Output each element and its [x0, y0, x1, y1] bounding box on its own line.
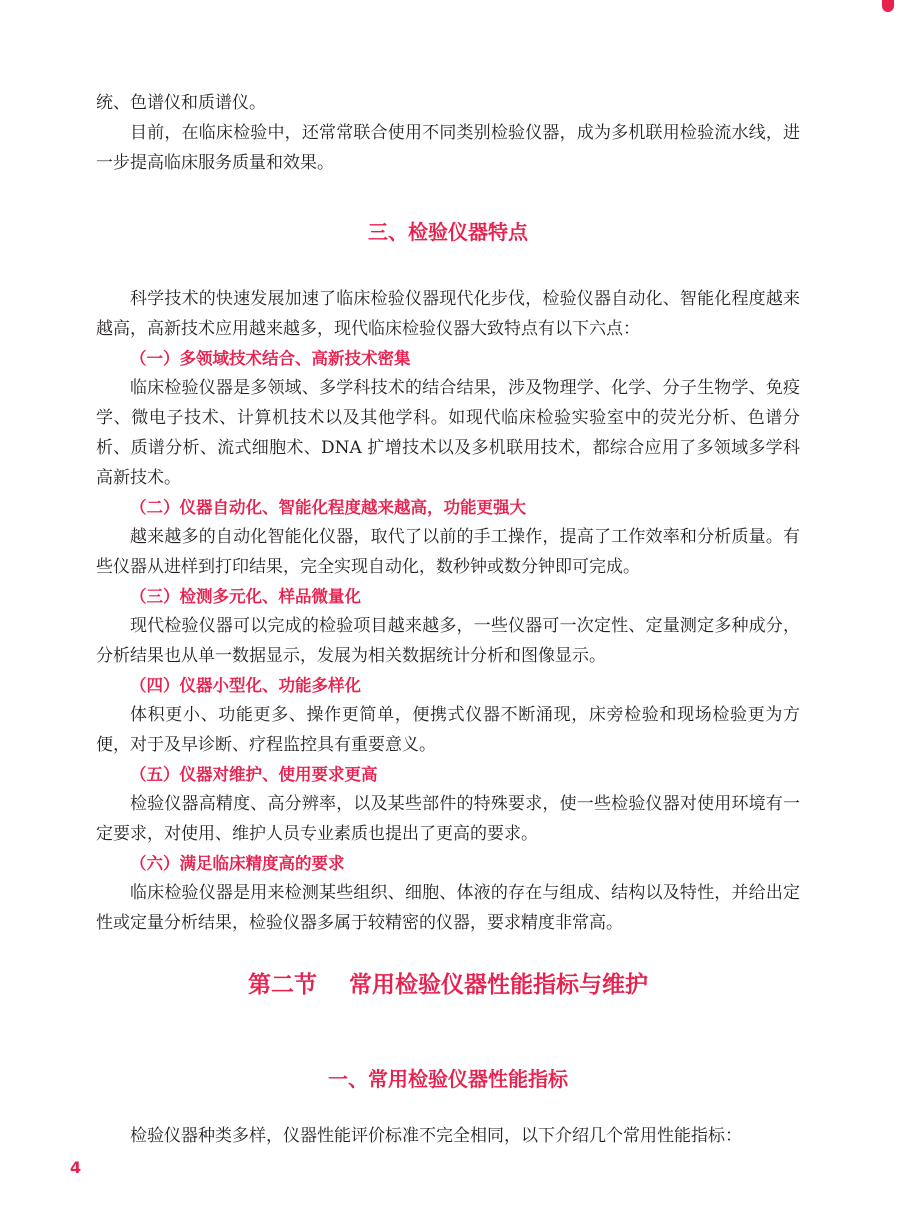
paragraph: 检验仪器高精度、高分辨率，以及某些部件的特殊要求，使一些检验仪器对使用环境有一定要求，对使用、维护人员专业素质也提出了更高的要求。 [96, 794, 800, 844]
paragraph: 临床检验仪器是用来检测某些组织、细胞、体液的存在与组成、结构以及特性，并给出定性或定量分析结果，检验仪器多属于较精密的仪器，要求精度非常高。 [96, 883, 800, 933]
chapter-heading: 第二节 常用检验仪器性能指标与维护 [247, 972, 649, 998]
paragraph: 目前，在临床检验中，还常常联合使用不同类别检验仪器，成为多机联用检验流水线，进一步提高临床服务质量和效果。 [96, 123, 800, 173]
paragraph: 统、色谱仪和质谱仪。 [96, 93, 266, 113]
section-heading: 一、常用检验仪器性能指标 [328, 1067, 568, 1091]
paragraph: 科学技术的快速发展加速了临床检验仪器现代化步伐，检验仪器自动化、智能化程度越来越高，高新技术应用越来越多，现代临床检验仪器大致特点有以下六点： [96, 289, 800, 339]
subsection-heading: （六）满足临床精度高的要求 [130, 854, 345, 873]
subsection-heading: （三）检测多元化、样品微量化 [130, 587, 361, 606]
paragraph: 检验仪器种类多样，仪器性能评价标准不完全相同，以下介绍几个常用性能指标： [130, 1126, 742, 1146]
paragraph: 临床检验仪器是多领域、多学科技术的结合结果，涉及物理学、化学、分子生物学、免疫学、微电子技术、计算机技术以及其他学科。如现代临床检验实验室中的荧光分析、色谱分析、质谱分析、流式细胞术、DNA 扩增技术以及多机联用技术，都综合应用了多领域多学科高新技术。 [96, 378, 800, 488]
paragraph: 体积更小、功能更多、操作更简单，便携式仪器不断涌现，床旁检验和现场检验更为方便，对于及早诊断、疗程监控具有重要意义。 [96, 705, 800, 755]
subsection-heading: （五）仪器对维护、使用要求更高 [130, 765, 378, 784]
section-heading: 三、检验仪器特点 [368, 220, 528, 244]
page-corner-mark [882, 0, 894, 12]
paragraph: 越来越多的自动化智能化仪器，取代了以前的手工操作，提高了工作效率和分析质量。有些仪器从进样到打印结果，完全实现自动化，数秒钟或数分钟即可完成。 [96, 527, 800, 577]
paragraph: 现代检验仪器可以完成的检验项目越来越多，一些仪器可一次定性、定量测定多种成分，分析结果也从单一数据显示，发展为相关数据统计分析和图像显示。 [96, 616, 800, 666]
subsection-heading: （一）多领域技术结合、高新技术密集 [130, 349, 411, 368]
page-content [96, 88, 800, 1151]
subsection-heading: （四）仪器小型化、功能多样化 [130, 676, 361, 695]
subsection-heading: （二）仪器自动化、智能化程度越来越高，功能更强大 [130, 498, 526, 517]
page-number: 4 [70, 1158, 82, 1177]
